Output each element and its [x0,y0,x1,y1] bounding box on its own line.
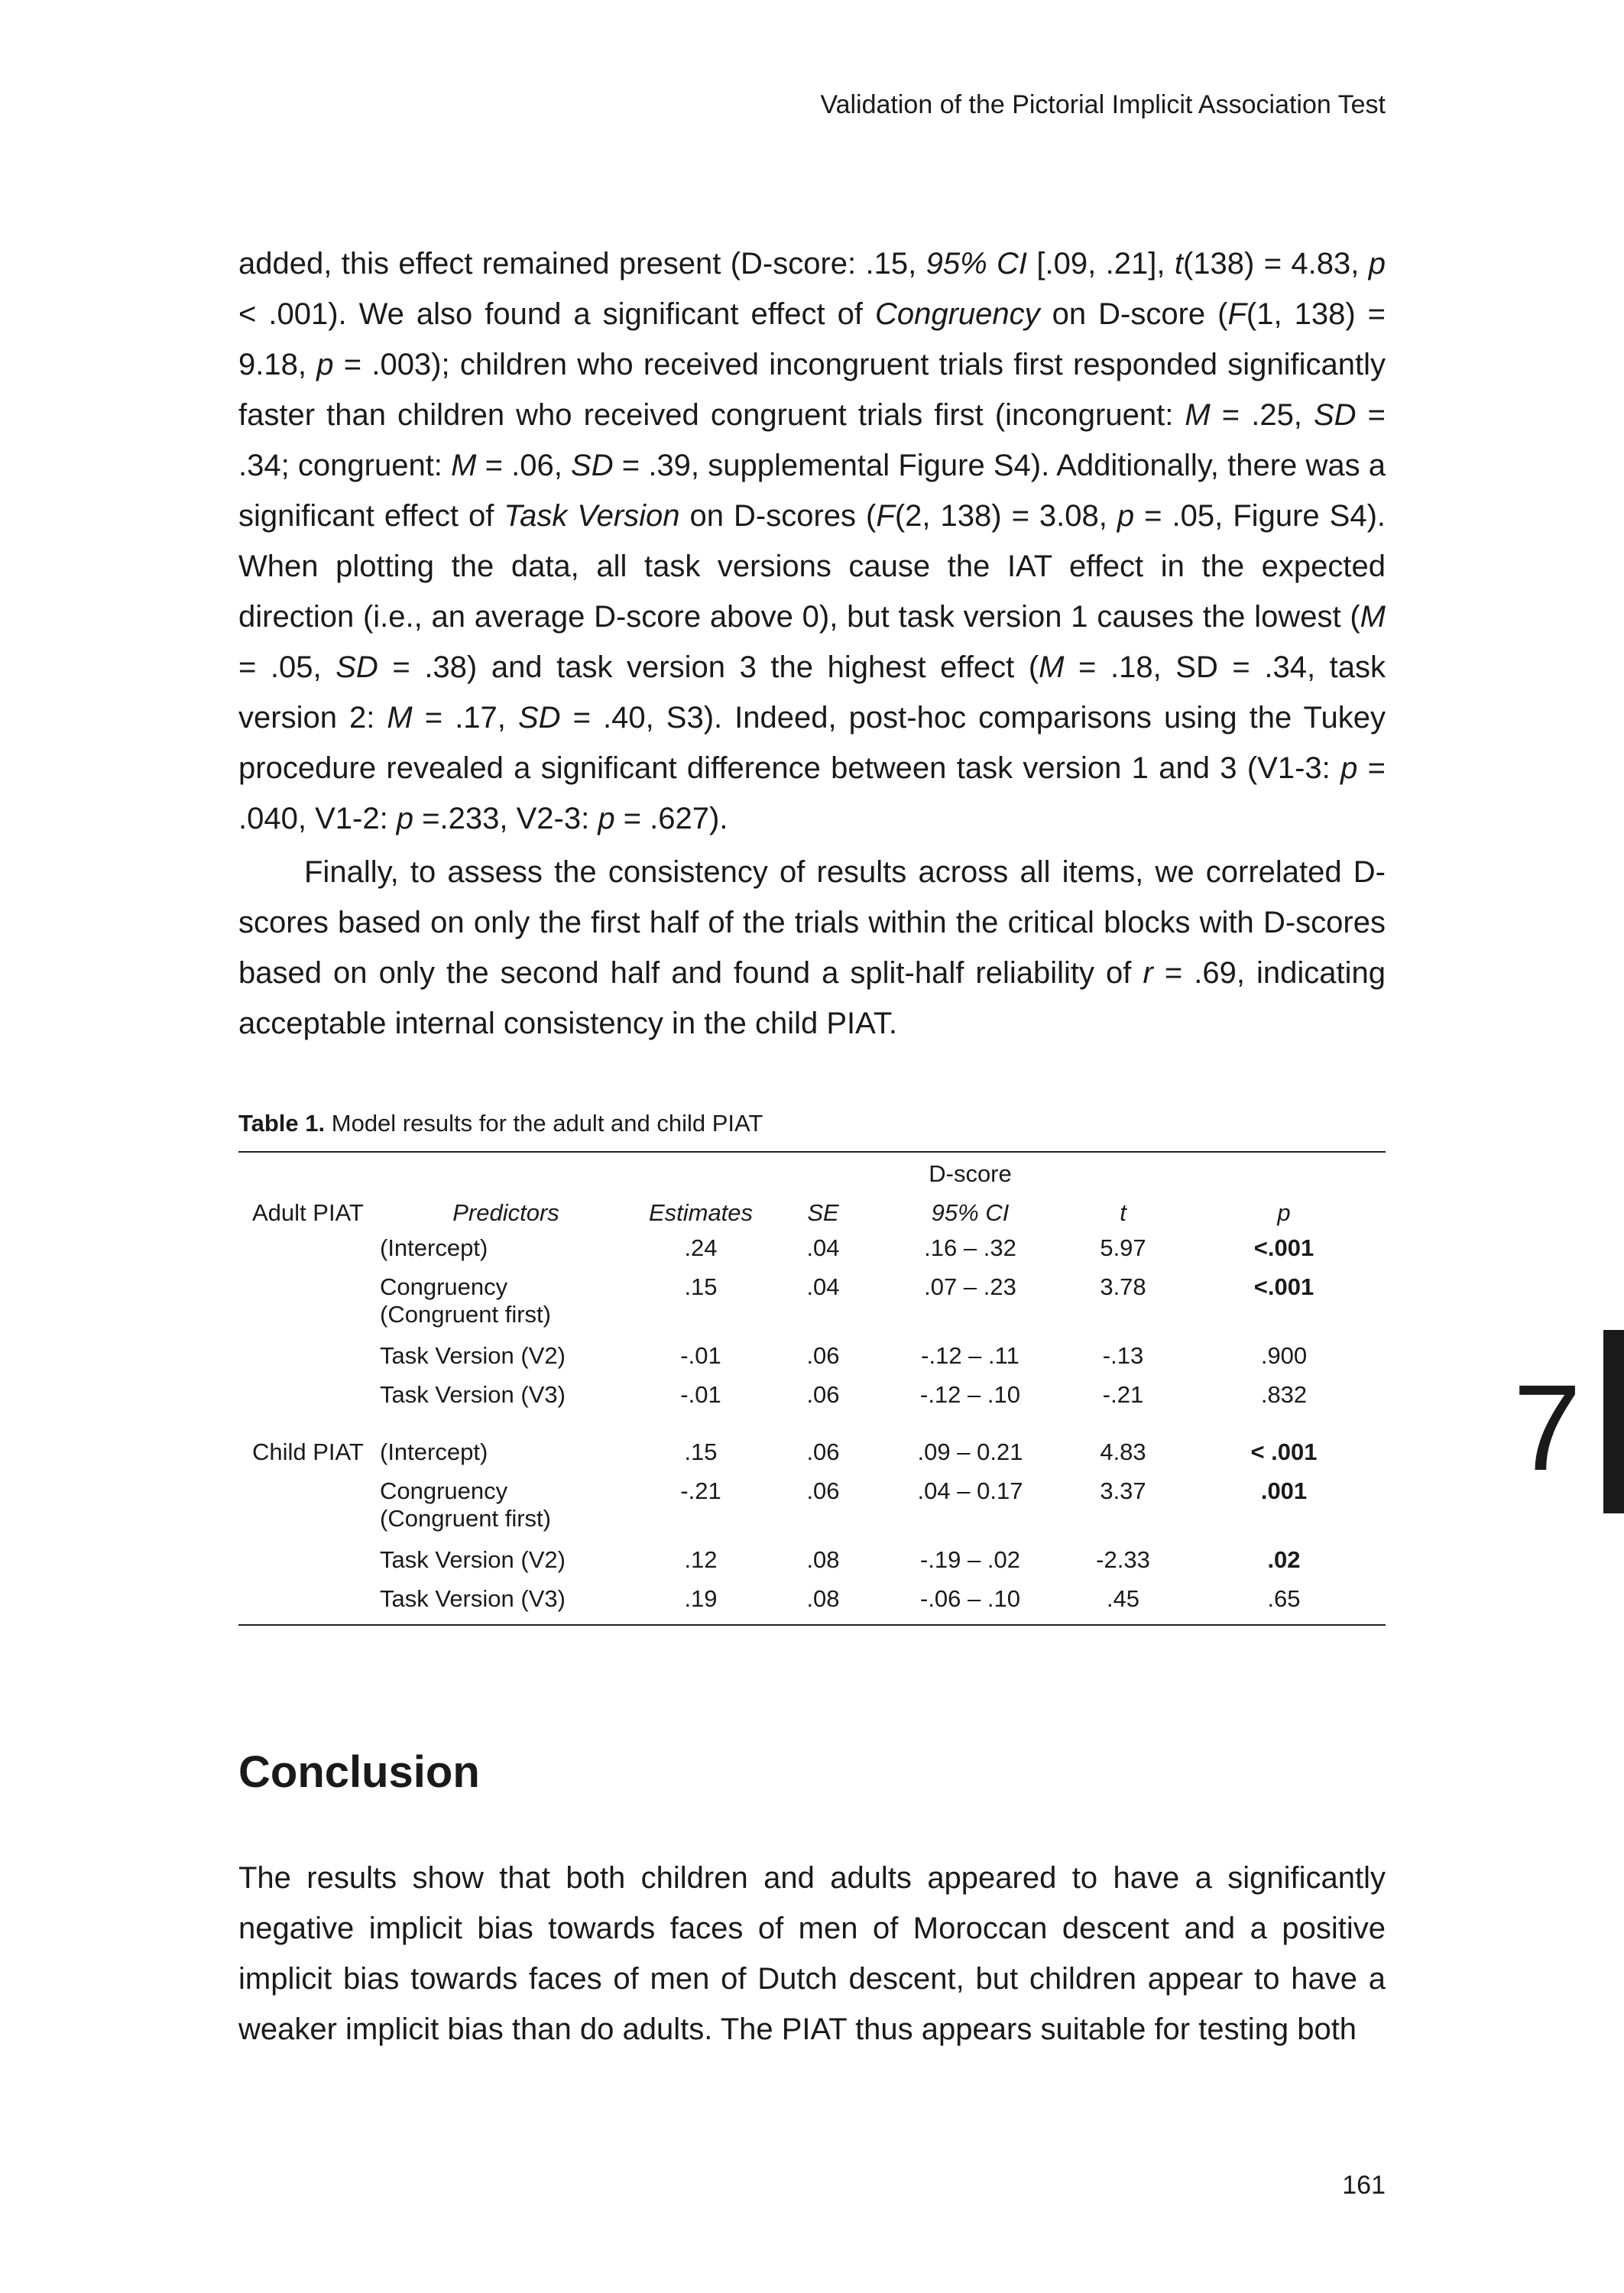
table-row [238,1381,1386,1420]
ci-cell-text: -.12 – .10 [920,1381,1020,1408]
se-cell [770,1420,877,1477]
ci-cell [877,1546,1064,1585]
conclusion-paragraph: The results show that both children and adults appeared to have a significantly negative implicit bias towards faces of men of Moroccan descent and a positive implicit bias towards faces of men of Dutch descent, but children appear to have a weaker implicit bias than do adults. The PIAT thus appears suitable for testing both [238,1861,1386,2046]
predictor-cell [380,1585,632,1625]
predictor-cell-text-line2: (Congruent first) [380,1301,551,1328]
se-cell-text: .06 [806,1477,840,1504]
t-cell [1064,1342,1182,1381]
table-caption: Table 1. Model results for the adult and child PIAT [238,1110,763,1137]
table-row [238,1342,1386,1381]
table-row [238,1420,1386,1477]
predictor-cell [380,1477,632,1546]
se-cell-text: .08 [806,1546,840,1573]
table-row [238,1234,1386,1273]
estimate-cell [632,1585,770,1625]
col-header: 95% CI [931,1199,1010,1226]
group-label [238,1585,380,1625]
group-label [238,1381,380,1420]
predictor-cell [380,1420,632,1477]
t-cell-text: -2.33 [1096,1546,1150,1573]
estimate-cell-text: .15 [684,1438,718,1465]
ci-cell-text: .16 – .32 [924,1234,1016,1261]
p-cell-text: .65 [1267,1585,1301,1612]
dscore-header: D-score [877,1152,1064,1192]
predictor-cell-text: Task Version (V2) [380,1546,566,1573]
se-cell-text: .04 [806,1234,840,1261]
ci-cell-text: .07 – .23 [924,1273,1016,1300]
ci-cell-text: .04 – 0.17 [917,1477,1023,1504]
p-cell-text: <.001 [1253,1234,1314,1261]
ci-cell-text: -.12 – .11 [921,1342,1019,1369]
se-cell-text: .06 [806,1381,840,1408]
predictor-cell-text: Congruency [380,1273,508,1300]
t-cell-text: 5.97 [1100,1234,1146,1261]
col-header: p [1277,1199,1291,1226]
t-cell-text: 4.83 [1100,1438,1146,1465]
results-paragraph: added, this effect remained present (D-score: .15, 95% CI [.09, .21], t(138) = 4.83, p < .001). We also found a significant effect of Congruency on D-score (F(1, 138) = 9.18, p = .003); children who received incongruent trials first responded significantly faster than children who received congruent trials first (incongruent: M = .25, SD = .34; congruent: M = .06, SD = .39, supplemental Figure S4). Additionally, there was a significant effect of Task Version on D-scores (F(2, 138) = 3.08, p = .05, Figure S4). When plotting the data, all task versions cause the IAT effect in the expected direction (i.e., an average D-score above 0), but task version 1 causes the lowest (M = .05, SD = .38) and task version 3 the highest effect (M = .18, SD = .34, task version 2: M = .17, SD = .40, S3). Indeed, post-hoc comparisons using the Tukey procedure revealed a significant difference between task version 1 and 3 (V1-3: p = .040, V1-2: p =.233, V2-3: p = .627). [238,247,1386,835]
p-cell-text: < .001 [1250,1438,1318,1465]
estimate-cell-text: -.21 [680,1477,721,1504]
ci-cell [877,1381,1064,1420]
col-header: Estimates [648,1199,754,1226]
t-cell [1064,1546,1182,1585]
group-label: Adult PIAT [252,1199,364,1226]
p-cell-text: .02 [1267,1546,1301,1573]
se-cell-text: .04 [806,1273,840,1300]
estimate-cell [632,1381,770,1420]
table-row [238,1477,1386,1546]
p-cell [1182,1546,1386,1585]
section-title: Conclusion [238,1747,480,1797]
dscore-header-row [238,1152,1386,1192]
se-cell-text: .06 [806,1342,840,1369]
predictor-cell [380,1381,632,1420]
se-cell-text: .06 [806,1438,840,1465]
se-cell [770,1273,877,1342]
p-cell-text: <.001 [1253,1273,1314,1300]
running-header: Validation of the Pictorial Implicit Association Test [820,90,1386,119]
chapter-tab-bar [1603,1330,1624,1513]
se-cell [770,1585,877,1625]
ci-cell-text: .09 – 0.21 [917,1438,1023,1465]
t-cell [1064,1585,1182,1625]
se-cell [770,1546,877,1585]
p-cell [1182,1585,1386,1625]
group-label [238,1546,380,1585]
col-header: Predictors [452,1199,559,1226]
table-row [238,1585,1386,1625]
ci-cell-text: -.19 – .02 [920,1546,1020,1573]
estimate-cell [632,1420,770,1477]
t-cell [1064,1477,1182,1546]
predictor-cell-text-line2: (Congruent first) [380,1505,551,1532]
se-cell [770,1342,877,1381]
estimate-cell [632,1342,770,1381]
estimate-cell [632,1234,770,1273]
ci-cell [877,1273,1064,1342]
estimate-cell-text: .15 [684,1273,718,1300]
group-label-text: Child PIAT [252,1438,364,1465]
t-cell-text: -.21 [1102,1381,1144,1408]
chapter-number: 7 [1513,1359,1581,1496]
col-header: t [1120,1199,1126,1226]
table-row [238,1273,1386,1342]
predictor-cell [380,1234,632,1273]
estimate-cell [632,1273,770,1342]
se-cell [770,1477,877,1546]
predictor-cell-text: Task Version (V3) [380,1585,566,1612]
p-cell [1182,1234,1386,1273]
estimate-cell-text: -.01 [680,1342,721,1369]
t-cell-text: 3.78 [1100,1273,1146,1300]
table-row [238,1546,1386,1585]
predictor-cell-text: (Intercept) [380,1234,488,1261]
group-label [238,1273,380,1342]
se-cell [770,1234,877,1273]
t-cell [1064,1273,1182,1342]
p-cell [1182,1420,1386,1477]
estimate-cell [632,1477,770,1546]
ci-cell [877,1477,1064,1546]
estimate-cell [632,1546,770,1585]
se-cell [770,1381,877,1420]
t-cell-text: -.13 [1102,1342,1144,1369]
predictor-cell-text: Task Version (V2) [380,1342,566,1369]
ci-cell [877,1234,1064,1273]
predictor-cell-text: Congruency [380,1477,508,1504]
t-cell-text: 3.37 [1100,1477,1146,1504]
ci-cell [877,1585,1064,1625]
group-label [238,1342,380,1381]
t-cell [1064,1381,1182,1420]
column-header-row [238,1192,1386,1234]
p-cell-text: .900 [1260,1342,1308,1369]
p-cell-text: .832 [1260,1381,1308,1408]
col-header: SE [807,1199,839,1226]
estimate-cell-text: -.01 [680,1381,721,1408]
estimate-cell-text: .19 [684,1585,718,1612]
p-cell [1182,1381,1386,1420]
estimate-cell-text: .24 [684,1234,718,1261]
reliability-paragraph: Finally, to assess the consistency of results across all items, we correlated D-scores based on only the first half of the trials within the critical blocks with D-scores based on only the second half and found a split-half reliability of r = .69, indicating acceptable internal consistency in the child PIAT. [238,855,1386,1040]
group-label [238,1234,380,1273]
results-table [238,1151,1386,1626]
t-cell-text: .45 [1106,1585,1140,1612]
se-cell-text: .08 [806,1585,840,1612]
predictor-cell [380,1273,632,1342]
p-cell [1182,1342,1386,1381]
predictor-cell-text: Task Version (V3) [380,1381,566,1408]
group-label [238,1477,380,1546]
predictor-cell-text: (Intercept) [380,1438,488,1465]
t-cell [1064,1234,1182,1273]
t-cell [1064,1420,1182,1477]
p-cell-text: .001 [1260,1477,1308,1504]
predictor-cell [380,1342,632,1381]
ci-cell-text: -.06 – .10 [920,1585,1020,1612]
ci-cell [877,1342,1064,1381]
page-number: 161 [1342,2171,1386,2200]
estimate-cell-text: .12 [684,1546,718,1573]
predictor-cell [380,1546,632,1585]
p-cell [1182,1477,1386,1546]
group-label [238,1420,380,1477]
p-cell [1182,1273,1386,1342]
ci-cell [877,1420,1064,1477]
